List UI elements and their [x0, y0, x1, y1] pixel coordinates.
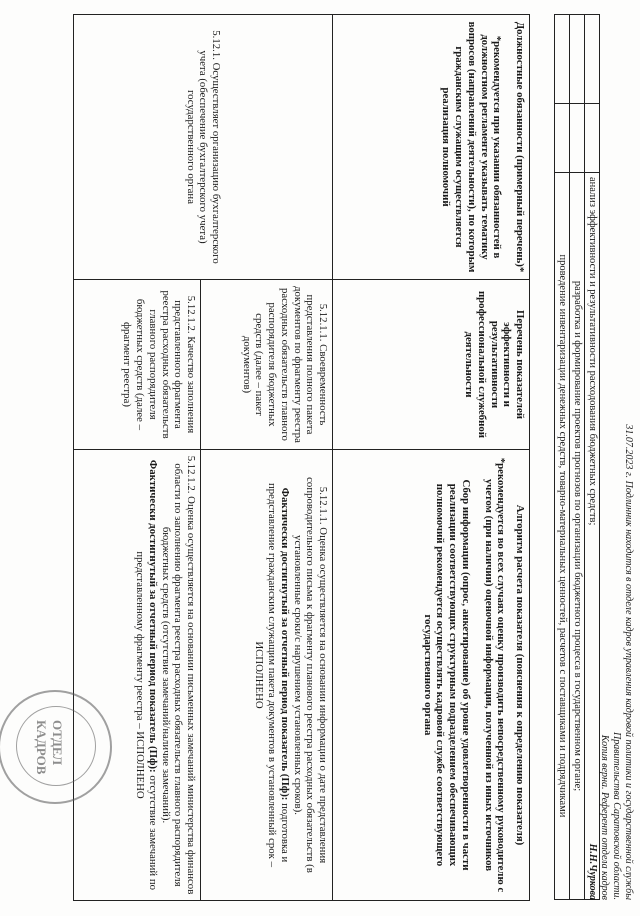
table-row — [201, 15, 333, 901]
col1-note: *рекомендуется при указании обязанностей в должностном регламенте указывать тематику вопросов (направлений деятельности), по которым гражданским служащим осуществляется реализация полномочий — [440, 21, 504, 273]
col3-title: Алгоритм расчета показателя (пояснения к определению показателя) — [514, 504, 526, 846]
duty-cell: 5.12.1. Осуществляет организацию бухгалтерского учета (обеспечение бухгалтерского учета) государственного органа — [74, 15, 333, 280]
header-algorithm — [333, 450, 530, 901]
stamp-text: ОТДЕЛ КАДРОВ — [34, 720, 65, 775]
table-header-row — [333, 15, 530, 901]
col1-title: Должностные обязанности (примерный перечень)* — [514, 21, 526, 273]
indicator-cell: 5.12.1.2. Качество заполнения представленного фрагмента реестра расходных обязательств главного распорядителя бюджетных средств (далее – фрагмент реестра) — [74, 280, 201, 450]
header-duties — [333, 15, 530, 280]
top-row-1: анализ эффективности и результативности расходования бюджетных средств; — [584, 173, 599, 900]
cert-line-3: Копия верна. Референт отдела кадров — [599, 734, 610, 900]
top-row-2: разработка и формирование проектов прогнозов по организации бюджетного процесса в государственном органе; — [569, 173, 584, 900]
algorithm-cell: 5.12.1.1. Оценка осуществляется на основании информации о дате представления сопроводительного письма к фрагменту планового реестра расходных обязательств (в установленные сроки/с нарушением установленных сроков). Фактически достигнутый за отчетный период показатель (Пф): подготовка и представление гражданским служащим пакета документов в установленный срок – ИСПОЛНЕНО — [201, 450, 333, 901]
col2-title: Перечень показателей эффективности и результативности профессиональной служебной деятельности — [463, 290, 526, 439]
cert-signer: Н.Н.Чуркова — [587, 843, 598, 900]
cert-line-1: 31.07.2023 г. Подлинник находится в отделе кадров управления кадровой политики и государственной службы — [623, 424, 634, 900]
top-row-3: проведение инвентаризации денежных средств, товарно-материальных ценностей, расчетов с поставщиками и подрядчиками — [554, 173, 569, 900]
header-indicators — [333, 280, 530, 450]
indicator-cell: 5.12.1.1. Своевременность представления полного пакета документов по фрагменту реестра расходных обязательств главного распорядителя бюджетных средств (далее – пакет документов) — [201, 280, 333, 450]
algorithm-cell: 5.12.1.2. Оценка осуществляется на основании письменных замечаний министерства финансов области по заполнению фрагмента реестра расходных обязательств главного распорядителя бюджетных средств (отсутствие замечаний/наличие замечаний). Фактически достигнутый за отчетный период показатель (Пф): отсутствие замечаний по представленному фрагменту реестра – ИСПОЛНЕНО — [74, 450, 201, 901]
col3-note2: Сбор информации (опрос, анкетирование) об уровне удовлетворенности в части реализации соответствующих структурным подразделением обеспечивающих полномочий рекомендуется осуществлять кадровой службе соответствующего государственного органа — [421, 479, 472, 871]
official-stamp — [0, 690, 112, 804]
cert-line-2: Правительства Саратовской области. — [611, 731, 622, 900]
certification-block — [586, 14, 634, 900]
indicators-table — [73, 14, 530, 900]
col3-note1: *рекомендуется во всех случаях оценку производить непосредственному руководителю с учетом (при наличии) оценочной информации, полученной из иных источников — [482, 457, 508, 893]
